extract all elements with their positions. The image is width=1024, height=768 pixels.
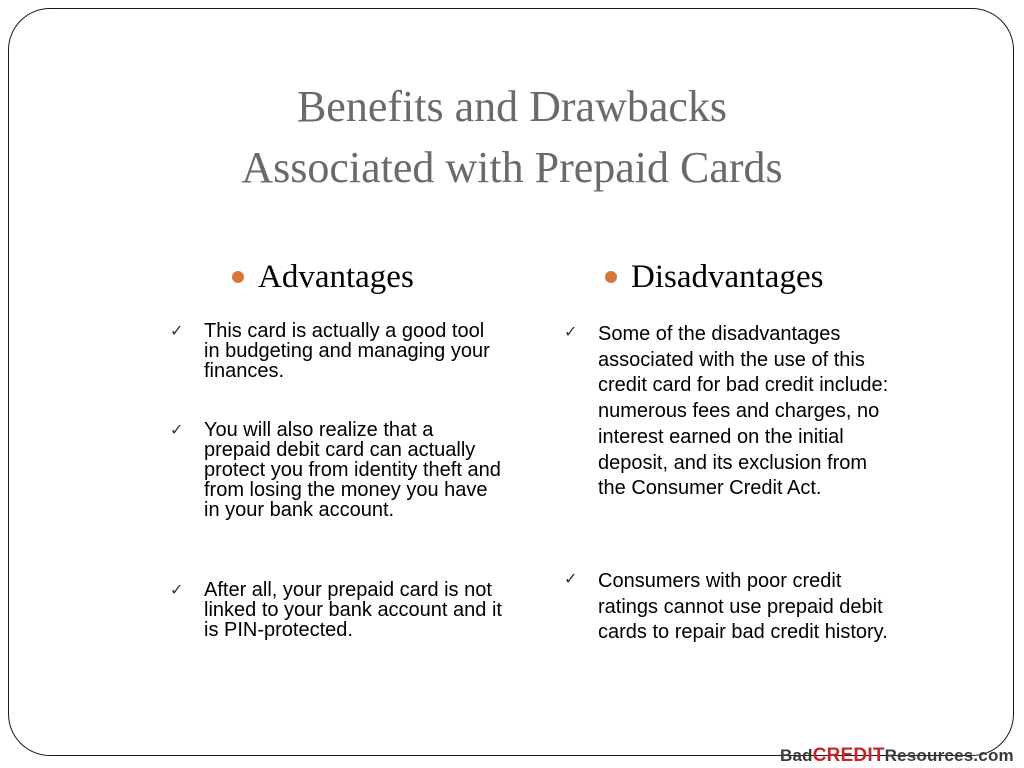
checkmark-icon: ✓: [170, 321, 184, 340]
advantages-heading-label: Advantages: [258, 258, 414, 295]
brand-logo: [780, 745, 1014, 767]
logo-part-bad: Bad: [780, 746, 813, 765]
advantage-text: You will also realize that a prepaid debit card can actually protect you from identity theft and from losing the money you have in your bank account.: [204, 419, 501, 521]
bullet-dot-icon: [605, 271, 617, 283]
disadvantage-item: [564, 322, 898, 502]
logo-part-credit: CREDIT: [812, 745, 885, 766]
slide-title: [0, 76, 1024, 198]
advantage-item: [170, 580, 504, 640]
disadvantage-text: Consumers with poor credit ratings cannot use prepaid debit cards to repair bad credit history.: [598, 570, 888, 644]
advantage-item: [170, 420, 504, 520]
logo-part-resources: Resources.com: [884, 746, 1014, 765]
title-line-2: Associated with Prepaid Cards: [241, 143, 783, 192]
disadvantage-item: [564, 569, 898, 646]
checkmark-icon: ✓: [564, 322, 578, 341]
disadvantages-heading-label: Disadvantages: [631, 258, 824, 295]
checkmark-icon: ✓: [564, 569, 578, 588]
checkmark-icon: ✓: [170, 580, 184, 599]
disadvantages-heading: [605, 254, 823, 300]
disadvantage-text: Some of the disadvantages associated with the use of this credit card for bad credit include: numerous fees and charges, no interest earned on the initial deposit, and its exclusion from the Consumer Credit Act.: [598, 323, 889, 500]
title-line-1: Benefits and Drawbacks: [296, 82, 728, 131]
checkmark-icon: ✓: [170, 420, 184, 439]
bullet-dot-icon: [232, 271, 244, 283]
advantage-text: This card is actually a good tool in budgeting and managing your finances.: [204, 320, 490, 382]
advantage-item: [170, 321, 504, 381]
advantage-text: After all, your prepaid card is not linked to your bank account and it is PIN-protected.: [204, 579, 502, 641]
advantages-heading: [232, 254, 414, 300]
